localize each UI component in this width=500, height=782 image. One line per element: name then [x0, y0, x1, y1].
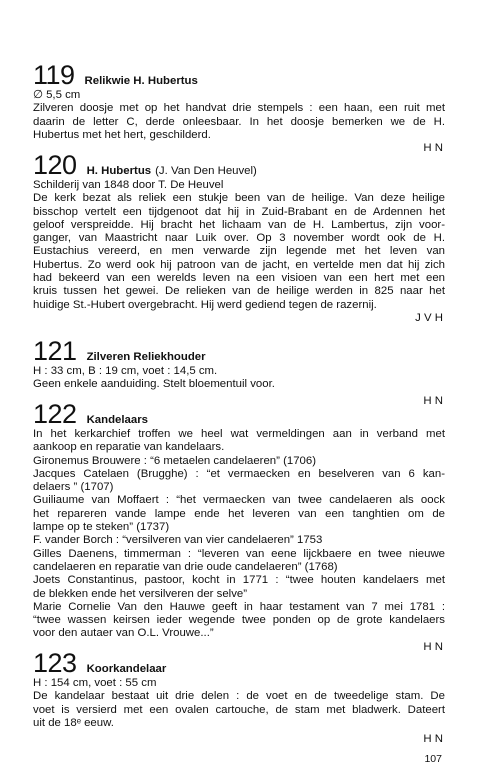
body-line: delaers ” (1707) — [33, 481, 114, 494]
entry-122 — [33, 401, 445, 654]
body-line: Hubertus met het hert, geschilderd. — [33, 128, 211, 141]
entry-title: H. Hubertus — [86, 165, 152, 177]
body-line: huidige St.-Hubert overgebracht. Hij werd gediend tegen de razernij. — [33, 298, 377, 311]
body-line: ganger, van Maastricht naar Luik over. Op 3 november wordt ook de H. — [33, 232, 445, 245]
body-line: voet is versierd met een ovalen cartouche, de stam met bladwerk. Dateert — [33, 703, 445, 716]
entry-120 — [33, 152, 445, 325]
entry-heading — [33, 62, 445, 89]
body-line: kruis tussen het gewei. De relieken van de heilige werden in 825 naar het — [33, 285, 445, 298]
entry-heading — [33, 650, 445, 677]
author-initials: H N — [423, 142, 443, 155]
entry-number: 120 — [33, 150, 77, 180]
entry-heading — [33, 401, 445, 428]
entry-subtitle: Schilderij van 1848 door T. De Heuvel — [33, 179, 224, 191]
page-number: 107 — [424, 753, 442, 765]
body-line: Joets Constantinus, pastoor, kocht in 1771 : “twee houten kandelaers met — [33, 574, 445, 587]
entry-number: 122 — [33, 399, 77, 429]
entry-title: Kandelaars — [86, 414, 148, 426]
body-line: had bekeerd van een werelds leven na een visioen van een hert met een — [33, 272, 445, 285]
entry-title: Koorkandelaar — [86, 663, 167, 675]
author-initials: J V H — [415, 311, 443, 324]
body-line: uit de 18ᵉ eeuw. — [33, 716, 114, 729]
body-line: de blekken ende het versilveren der selve” — [33, 587, 248, 600]
entry-dimensions: H : 33 cm, B : 19 cm, voet : 14,5 cm. — [33, 365, 218, 377]
author-initials: H N — [423, 640, 443, 653]
body-line: Gilles Daenens, timmerman : “leveren van eene lijckbaere en twee nieuwe — [33, 547, 445, 560]
entry-heading — [33, 152, 445, 179]
body-line: Jacques Catelaen (Brugghe) : “et vermaecken en beselveren van 6 kan- — [33, 467, 445, 480]
body-line: In het kerkarchief troffen we heel wat vermeldingen aan in verband met — [33, 428, 445, 440]
body-line: F. vander Borch : “versilveren van vier candelaeren” 1753 — [33, 534, 323, 547]
entry-author: (J. Van Den Heuvel) — [155, 165, 257, 177]
entry-121 — [33, 338, 445, 408]
body-line: het repareren vande lampe ende het leveren van een tanghtien om de — [33, 507, 445, 520]
body-line: candelaeren en reparatie van drie oude candelaeren” (1768) — [33, 560, 338, 573]
entry-number: 119 — [33, 60, 75, 90]
body-line: De kerk bezat als reliek een stukje been van de heilige. Van deze heilige — [33, 192, 445, 205]
entry-title: Relikwie H. Hubertus — [84, 75, 198, 87]
body-line: geloof verspreidde. Hij bracht het lichaam van de H. Lambertus, zijn voor- — [33, 218, 445, 231]
entry-number: 121 — [33, 336, 77, 366]
entry-number: 123 — [33, 648, 77, 678]
body-line: Guiliaume van Moffaert : “het vermaecken van twee candelaeren als oock — [33, 494, 445, 507]
body-line: voor den autaer van O.L. Vrouwe...” — [33, 627, 214, 640]
body-line: Marie Cornelie Van den Hauwe geeft in haar testament van 7 mei 1781 : — [33, 600, 445, 613]
body-line: Zilveren doosje met op het handvat drie stempels : een haan, een ruit met — [33, 102, 445, 115]
body-line: Gironemus Brouwere : “6 metaelen candelaeren” (1706) — [33, 454, 317, 467]
author-initials: H N — [423, 394, 443, 407]
body-line: “twee wassen keirsen ieder wegende twee ponden op de grote kandelaers — [33, 614, 445, 627]
entry-heading — [33, 338, 445, 365]
body-line: bisschop vertelt een tijdgenoot dat hij in Zuid-Brabant en de Ardennen het — [33, 205, 445, 218]
body-line: De kandelaar bestaat uit drie delen : de voet en de tweedelige stam. De — [33, 690, 445, 703]
body-line: lampe op te steken” (1737) — [33, 521, 170, 534]
body-line: aankoop en reparatie van kandelaars. — [33, 441, 225, 454]
body-line: Hubertus. Zo werd ook hij patroon van de jacht, en vertelde men dat hij zich — [33, 258, 445, 271]
author-initials: H N — [423, 733, 443, 746]
entry-dimensions: ∅ 5,5 cm — [33, 89, 81, 101]
body-line: daarin de letter C, derde onleesbaar. In het doosje bemerken we de H. — [33, 115, 445, 128]
entry-119 — [33, 62, 445, 155]
body-line: Eustachius vereerd, en men verwarde zijn legende met het leven van — [33, 245, 445, 258]
entry-title: Zilveren Reliekhouder — [86, 351, 206, 363]
body-line: Geen enkele aanduiding. Stelt bloementuil voor. — [33, 378, 275, 391]
entry-dimensions: H : 154 cm, voet : 55 cm — [33, 677, 157, 689]
entry-123 — [33, 650, 445, 746]
